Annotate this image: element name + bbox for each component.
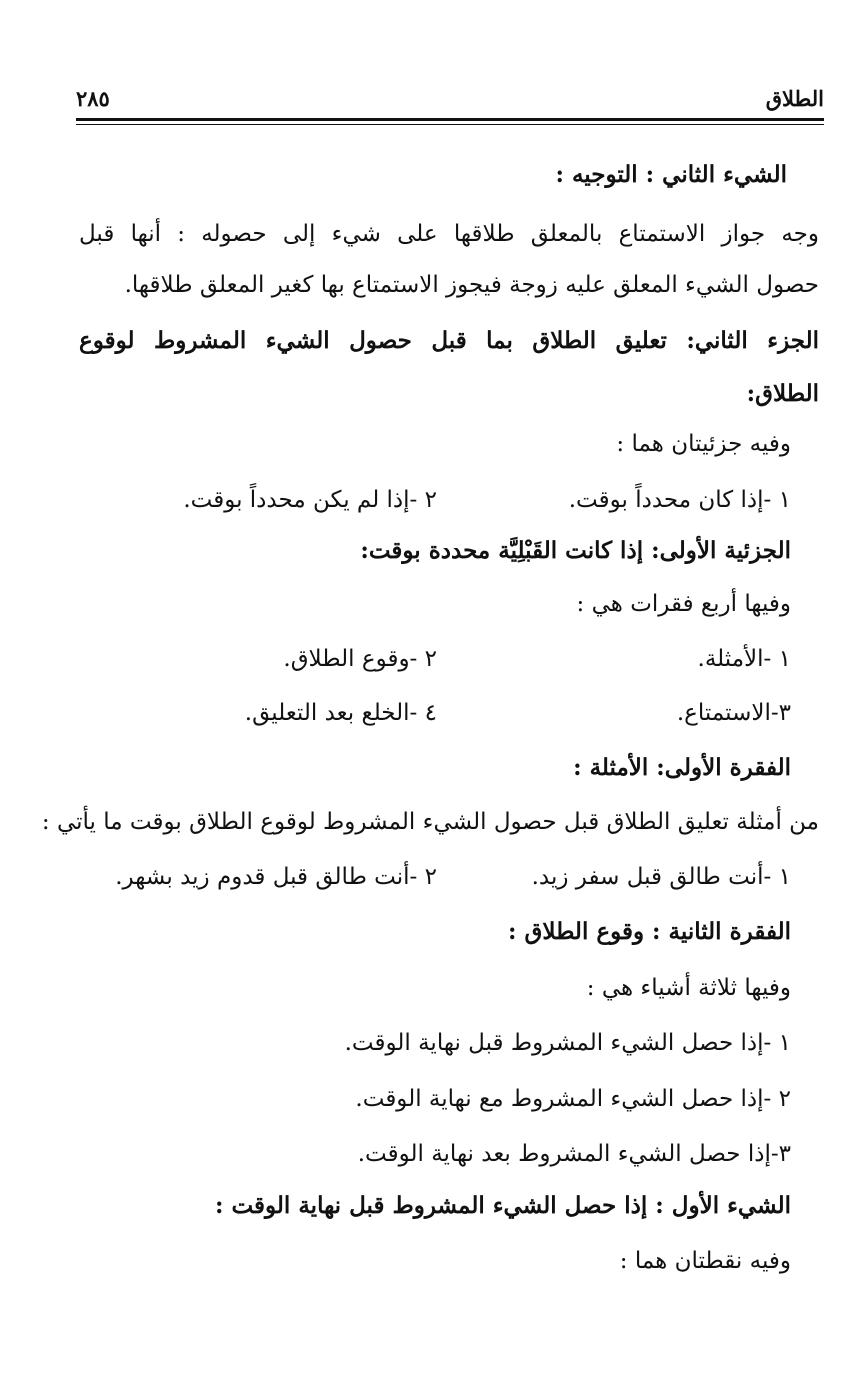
- list-item: ٢ -أنت طالق قبل قدوم زيد بشهر.: [115, 864, 437, 890]
- chapter-title: الطلاق: [765, 86, 824, 111]
- list-item: ١ -الأمثلة.: [697, 646, 791, 672]
- list-item: ٣-الاستمتاع.: [676, 700, 791, 726]
- page-number: ٢٨٥: [76, 86, 110, 111]
- list-item: ٢ -إذا حصل الشيء المشروط مع نهاية الوقت.: [355, 1086, 791, 1112]
- heading-second-thing: الشيء الثاني : التوجيه :: [555, 161, 787, 188]
- list-item: ١ -أنت طالق قبل سفر زيد.: [531, 864, 791, 890]
- paragraph-line: من أمثلة تعليق الطلاق قبل حصول الشيء المشروط لوقوع الطلاق بوقت ما يأتي :: [41, 809, 819, 835]
- paragraph-line: وفيها أربع فقرات هي :: [576, 591, 791, 617]
- header-rule-thin: [76, 124, 824, 125]
- paragraph-line: حصول الشيء المعلق عليه زوجة فيجوز الاستمتاع بها كغير المعلق طلاقها.: [124, 272, 819, 298]
- paragraph-line: وفيه نقطتان هما :: [619, 1248, 791, 1274]
- header-rule-thick: [76, 118, 824, 121]
- paragraph-heading: الشيء الأول : إذا حصل الشيء المشروط قبل نهاية الوقت :: [214, 1192, 791, 1219]
- list-item: ٤ -الخلع بعد التعليق.: [244, 700, 437, 726]
- paragraph-line: وجه جواز الاستمتاع بالمعلق طلاقها على شيء إلى حصوله : أنها قبل: [79, 221, 819, 247]
- list-item: ١ -إذا كان محدداً بوقت.: [568, 487, 791, 513]
- subsection-heading: الجزئية الأولى: إذا كانت القَبْلِيَّة محددة بوقت:: [360, 537, 791, 564]
- section-heading: الجزء الثاني: تعليق الطلاق بما قبل حصول الشيء المشروط لوقوع: [79, 327, 819, 354]
- paragraph-line: وفيها ثلاثة أشياء هي :: [586, 975, 791, 1001]
- list-item: ١ -إذا حصل الشيء المشروط قبل نهاية الوقت.: [344, 1030, 791, 1056]
- list-item: ٣-إذا حصل الشيء المشروط بعد نهاية الوقت.: [357, 1141, 791, 1167]
- section-heading-cont: الطلاق:: [746, 380, 819, 407]
- running-header: [76, 86, 824, 116]
- paragraph-line: وفيه جزئيتان هما :: [616, 431, 791, 457]
- paragraph-heading: الفقرة الثانية : وقوع الطلاق :: [508, 918, 791, 945]
- list-item: ٢ -وقوع الطلاق.: [283, 646, 437, 672]
- list-item: ٢ -إذا لم يكن محدداً بوقت.: [183, 487, 437, 513]
- paragraph-heading: الفقرة الأولى: الأمثلة :: [573, 754, 791, 781]
